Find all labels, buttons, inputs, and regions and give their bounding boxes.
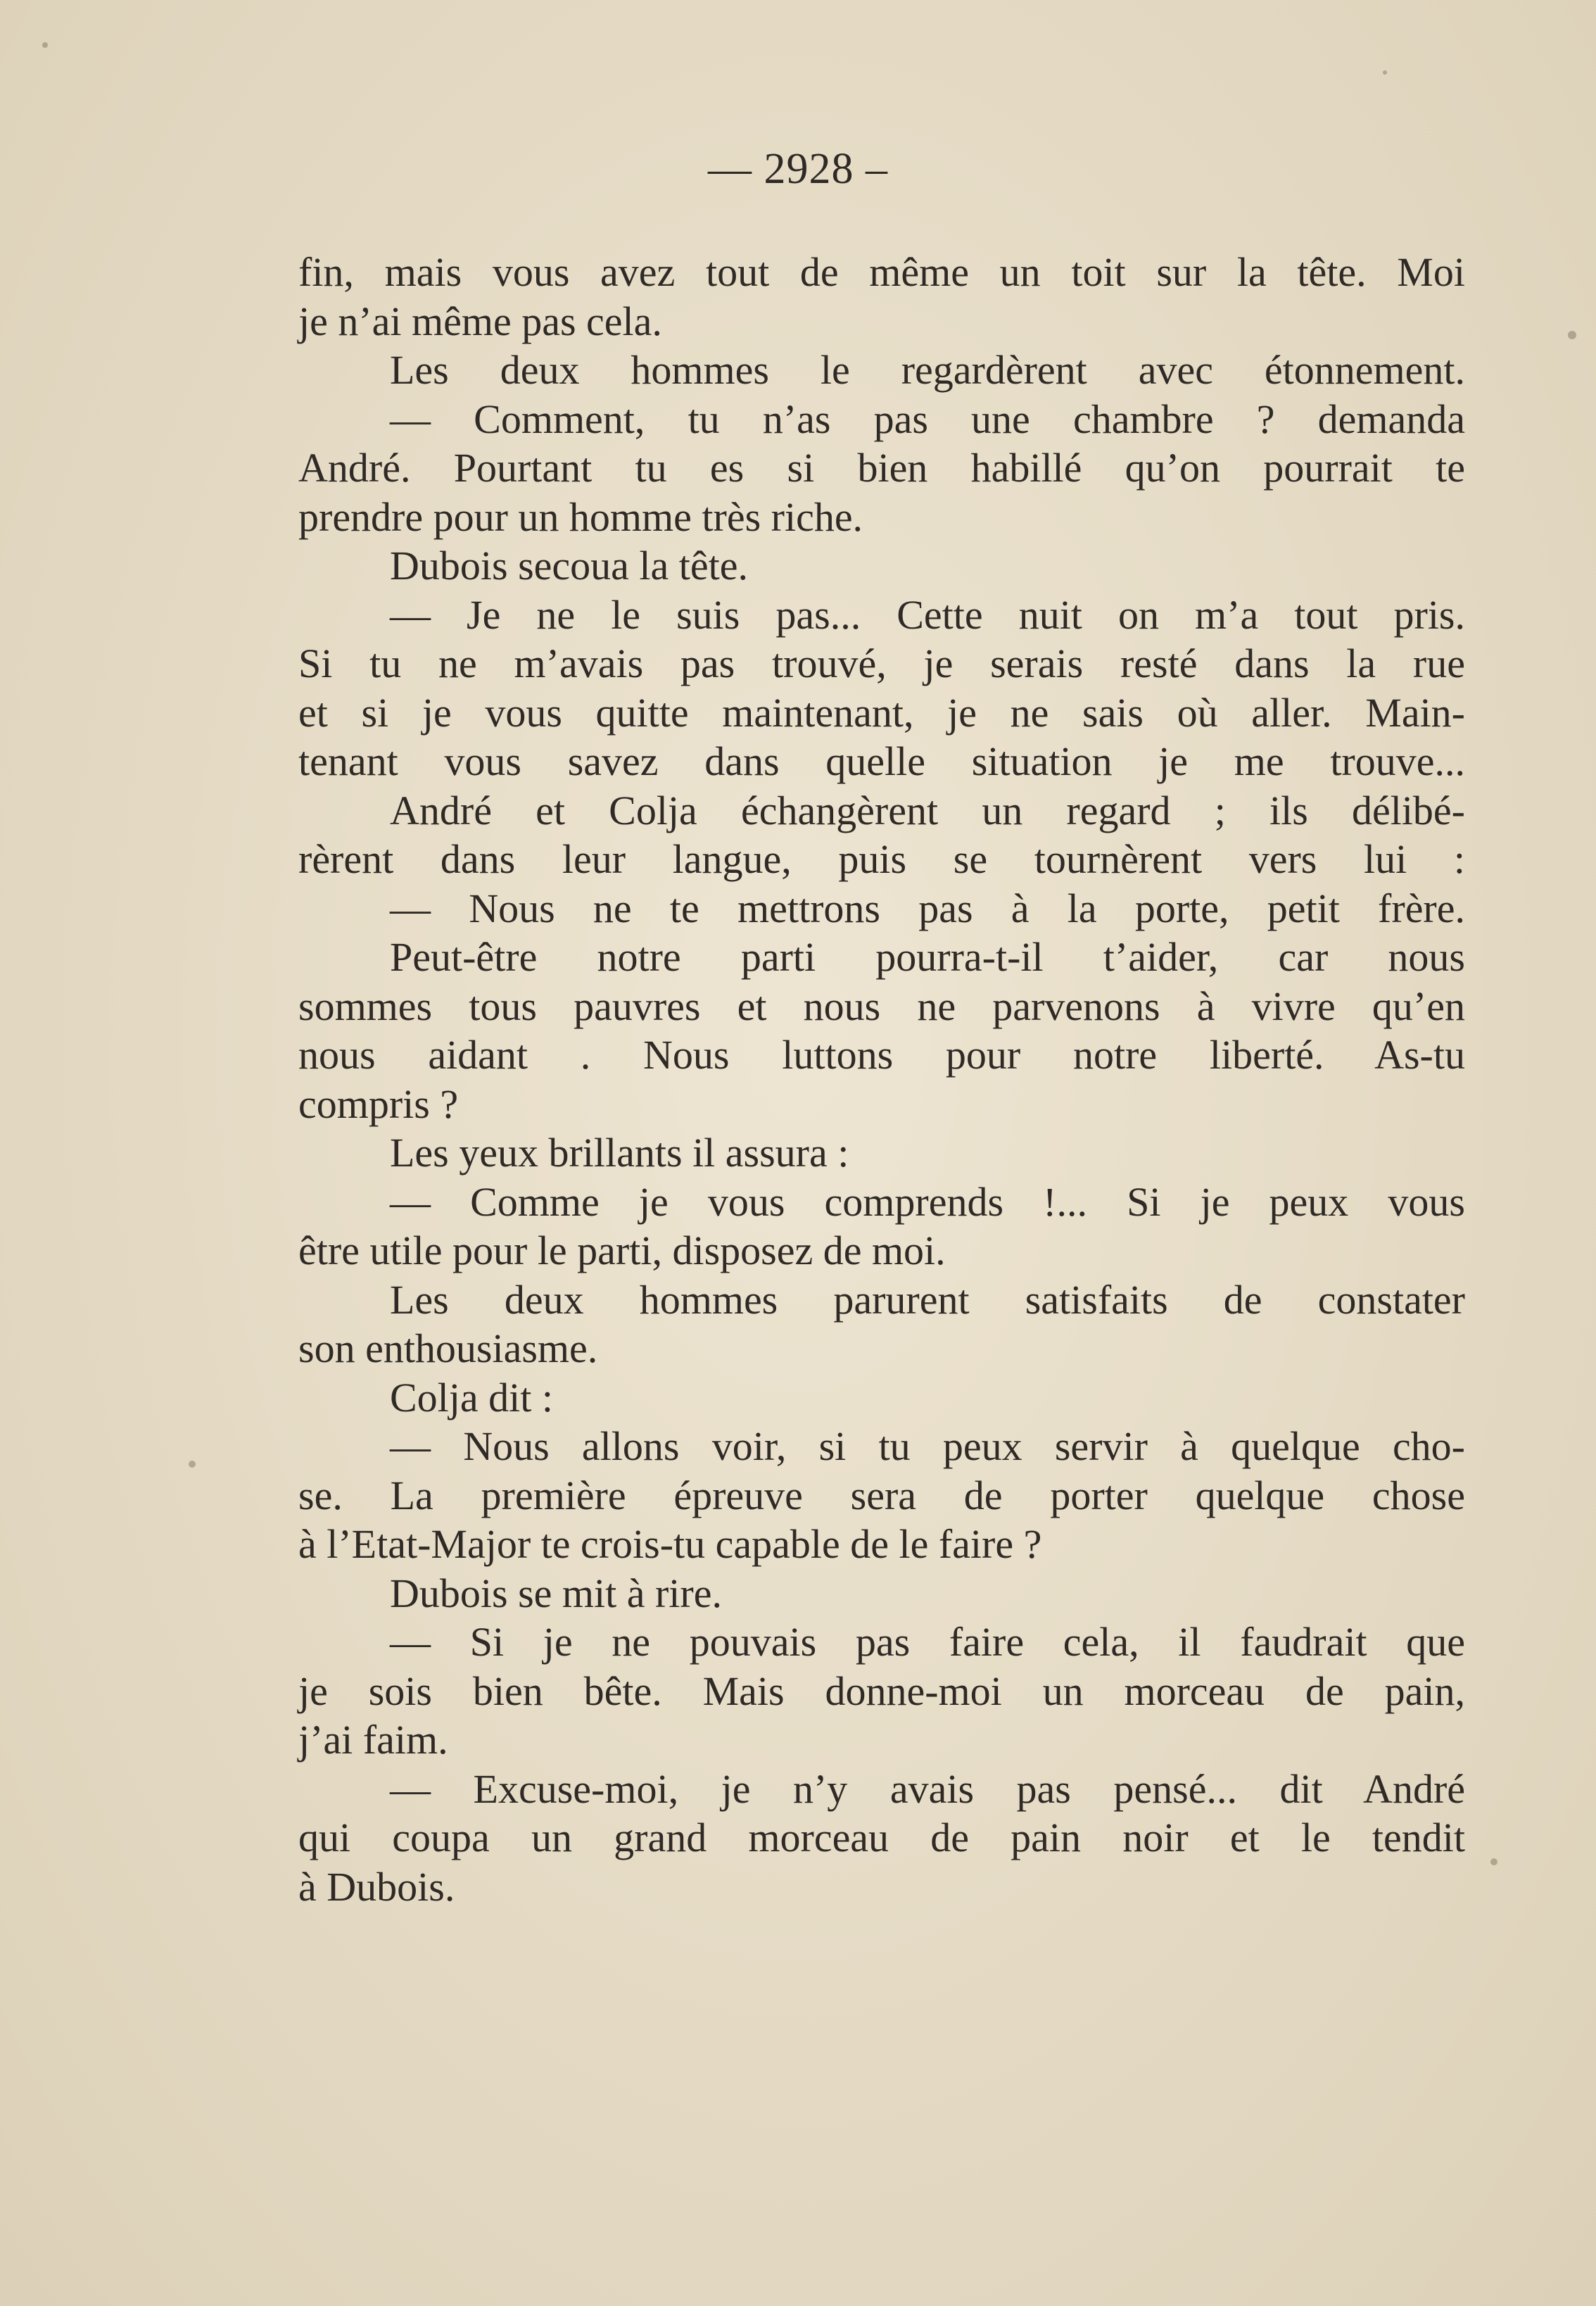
text-line: à l’Etat-Major te crois-tu capable de le faire ? bbox=[298, 1521, 1042, 1567]
text-line: André et Colja échangèrent un regard ; ils délibé- bbox=[390, 787, 1465, 833]
text-line: fin, mais vous avez tout de même un toit sur la tête. Moi bbox=[298, 249, 1465, 295]
text-line: qui coupa un grand morceau de pain noir et le tendit bbox=[298, 1815, 1465, 1860]
text-line: — Nous allons voir, si tu peux servir à quelque cho- bbox=[390, 1423, 1465, 1469]
text-line: rèrent dans leur langue, puis se tournèrent vers lui : bbox=[298, 836, 1465, 882]
paper-speck bbox=[1568, 331, 1576, 339]
text-line: Dubois secoua la tête. bbox=[390, 543, 748, 588]
text-line: Les yeux brillants il assura : bbox=[390, 1130, 849, 1176]
text-line: Si tu ne m’avais pas trouvé, je serais resté dans la rue bbox=[298, 641, 1465, 686]
text-line: j’ai faim. bbox=[298, 1717, 448, 1763]
text-line: se. La première épreuve sera de porter quelque chose bbox=[298, 1472, 1465, 1518]
text-line: à Dubois. bbox=[298, 1863, 455, 1910]
text-line: tenant vous savez dans quelle situation je me trouve... bbox=[298, 738, 1465, 784]
text-line: André. Pourtant tu es si bien habillé qu’on pourrait te bbox=[298, 445, 1465, 491]
text-line: Les deux hommes le regardèrent avec étonnement. bbox=[390, 347, 1465, 393]
text-line: Dubois se mit à rire. bbox=[390, 1570, 722, 1616]
text-line: nous aidant . Nous luttons pour notre liberté. As-tu bbox=[298, 1032, 1465, 1078]
text-line: je sois bien bête. Mais donne-moi un morceau de pain, bbox=[298, 1668, 1465, 1714]
paper-speck bbox=[1490, 1858, 1497, 1865]
text-line: — Excuse-moi, je n’y avais pas pensé... dit André bbox=[390, 1765, 1465, 1812]
text-line: et si je vous quitte maintenant, je ne sais où aller. Main- bbox=[298, 689, 1465, 736]
paper-speck bbox=[189, 1461, 196, 1468]
paper-speck bbox=[42, 42, 48, 48]
text-line: son enthousiasme. bbox=[298, 1325, 598, 1371]
text-line: — Je ne le suis pas... Cette nuit on m’a tout pris. bbox=[390, 591, 1465, 638]
paper-speck bbox=[1383, 70, 1387, 75]
body-text bbox=[298, 248, 1465, 1911]
text-line: — Comme je vous comprends !... Si je peux vous bbox=[390, 1178, 1465, 1225]
page-number-header: — 2928 – bbox=[708, 145, 888, 193]
text-line: prendre pour un homme très riche. bbox=[298, 493, 863, 540]
text-line: sommes tous pauvres et nous ne parvenons à vivre qu’en bbox=[298, 983, 1465, 1029]
text-line: je n’ai même pas cela. bbox=[298, 298, 662, 344]
text-line: Les deux hommes parurent satisfaits de constater bbox=[390, 1276, 1465, 1323]
text-line: Colja dit : bbox=[390, 1374, 553, 1420]
text-line: être utile pour le parti, disposez de moi. bbox=[298, 1228, 946, 1273]
text-line: — Comment, tu n’as pas une chambre ? demanda bbox=[390, 396, 1465, 442]
text-line: — Nous ne te mettrons pas à la porte, petit frère. bbox=[390, 885, 1465, 931]
text-line: — Si je ne pouvais pas faire cela, il faudrait que bbox=[390, 1619, 1465, 1665]
text-line: Peut-être notre parti pourra-t-il t’aider, car nous bbox=[390, 934, 1465, 980]
text-line: compris ? bbox=[298, 1080, 459, 1127]
